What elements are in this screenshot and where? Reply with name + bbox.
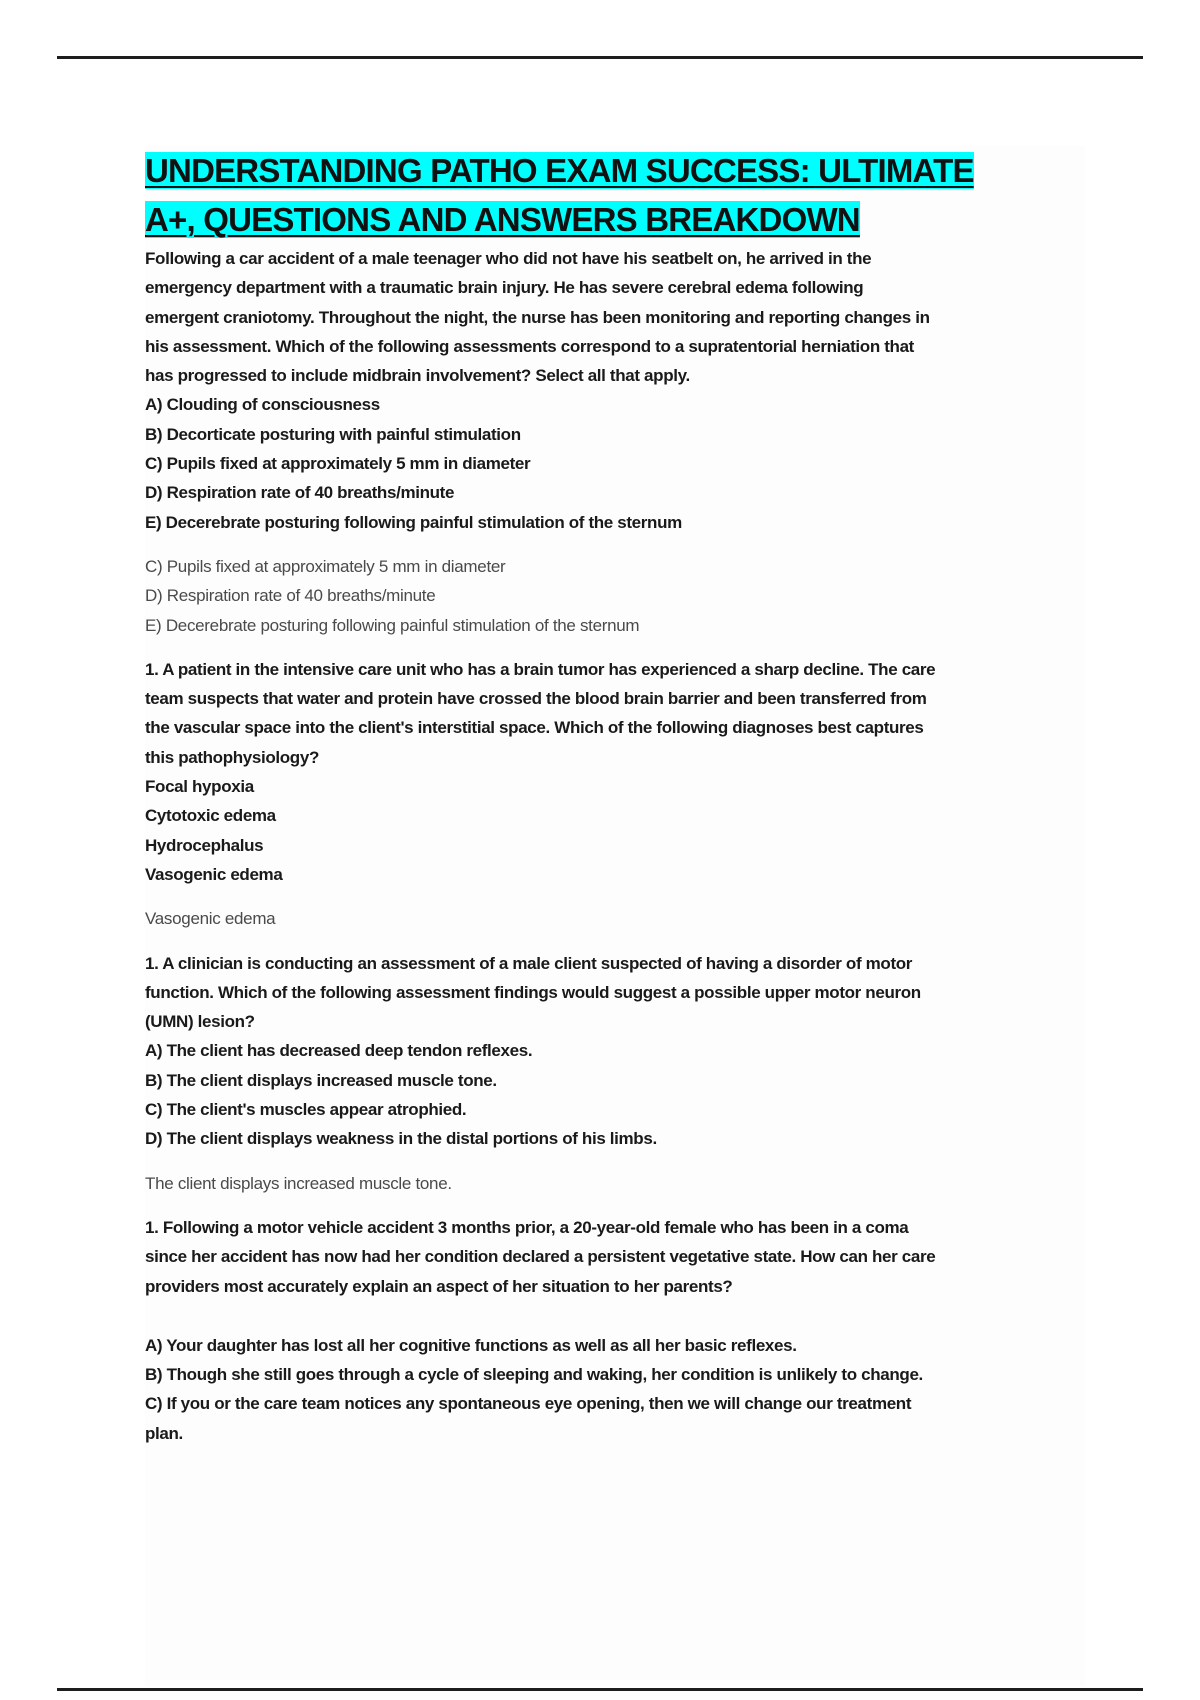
question-line: his assessment. Which of the following assessments correspond to a supratentorial herniation that: [145, 336, 914, 356]
question-line: this pathophysiology?: [145, 747, 319, 767]
question-line: B) The client displays increased muscle tone.: [145, 1070, 497, 1090]
answer-block: [145, 1169, 1145, 1198]
document-title: [145, 146, 1145, 244]
question-block: [145, 949, 1145, 1154]
question-line: has progressed to include midbrain involvement? Select all that apply.: [145, 366, 690, 386]
answer-line: Vasogenic edema: [145, 909, 276, 929]
question-line: D) The client displays weakness in the distal portions of his limbs.: [145, 1129, 657, 1149]
answer-line: D) Respiration rate of 40 breaths/minute: [145, 586, 436, 606]
question-line: C) Pupils fixed at approximately 5 mm in diameter: [145, 454, 531, 474]
question-block: [145, 1213, 1145, 1301]
question-line: A) Your daughter has lost all her cognitive functions as well as all her basic reflexes.: [145, 1335, 797, 1355]
document-content: [145, 146, 1145, 1448]
question-line: (UMN) lesion?: [145, 1012, 255, 1032]
question-line: 1. A clinician is conducting an assessment of a male client suspected of having a disorder of motor: [145, 953, 913, 973]
question-line: plan.: [145, 1423, 183, 1443]
question-line: B) Though she still goes through a cycle of sleeping and waking, her condition is unlikely to change.: [145, 1365, 923, 1385]
question-line: Vasogenic edema: [145, 864, 283, 884]
question-line: emergent craniotomy. Throughout the night, the nurse has been monitoring and reporting changes in: [145, 307, 930, 327]
question-line: B) Decorticate posturing with painful stimulation: [145, 424, 521, 444]
answer-block: [145, 904, 1145, 933]
question-line: A) Clouding of consciousness: [145, 395, 380, 415]
question-line: Focal hypoxia: [145, 777, 254, 797]
question-line: 1. Following a motor vehicle accident 3 months prior, a 20-year-old female who has been in a coma: [145, 1217, 909, 1237]
question-line: function. Which of the following assessment findings would suggest a possible upper motor neuron: [145, 982, 921, 1002]
question-block: [145, 244, 1145, 537]
question-line: Cytotoxic edema: [145, 806, 276, 826]
question-line: Following a car accident of a male teenager who did not have his seatbelt on, he arrived in the: [145, 249, 872, 268]
page-top-rule: [57, 56, 1143, 59]
question-line: 1. A patient in the intensive care unit who has a brain tumor has experienced a sharp decline. The care: [145, 659, 936, 679]
question-line: Hydrocephalus: [145, 835, 264, 855]
question-list: [145, 244, 1145, 1448]
question-block: [145, 655, 1145, 889]
title-line: [145, 146, 1145, 195]
answer-line: C) Pupils fixed at approximately 5 mm in diameter: [145, 556, 506, 576]
answer-block: [145, 552, 1145, 640]
question-line: the vascular space into the client's interstitial space. Which of the following diagnoses best captures: [145, 718, 924, 738]
answer-line: The client displays increased muscle tone.: [145, 1173, 452, 1193]
title-line: [145, 195, 1145, 244]
question-line: A) The client has decreased deep tendon reflexes.: [145, 1041, 533, 1061]
question-line: D) Respiration rate of 40 breaths/minute: [145, 483, 455, 503]
page-bottom-rule: [57, 1688, 1143, 1691]
question-line: emergency department with a traumatic brain injury. He has severe cerebral edema following: [145, 278, 864, 298]
question-line: C) The client's muscles appear atrophied.: [145, 1100, 467, 1120]
question-block: [145, 1331, 1145, 1448]
answer-line: E) Decerebrate posturing following painful stimulation of the sternum: [145, 615, 640, 635]
title-text: UNDERSTANDING PATHO EXAM SUCCESS: ULTIMATE: [145, 152, 974, 189]
question-line: E) Decerebrate posturing following painful stimulation of the sternum: [145, 512, 682, 532]
question-line: since her accident has now had her condition declared a persistent vegetative state. How can her care: [145, 1247, 936, 1267]
question-line: C) If you or the care team notices any spontaneous eye opening, then we will change our treatment: [145, 1394, 912, 1414]
title-text: A+, QUESTIONS AND ANSWERS BREAKDOWN: [145, 201, 860, 238]
question-line: team suspects that water and protein have crossed the blood brain barrier and been transferred from: [145, 689, 927, 709]
question-line: providers most accurately explain an aspect of her situation to her parents?: [145, 1276, 733, 1296]
